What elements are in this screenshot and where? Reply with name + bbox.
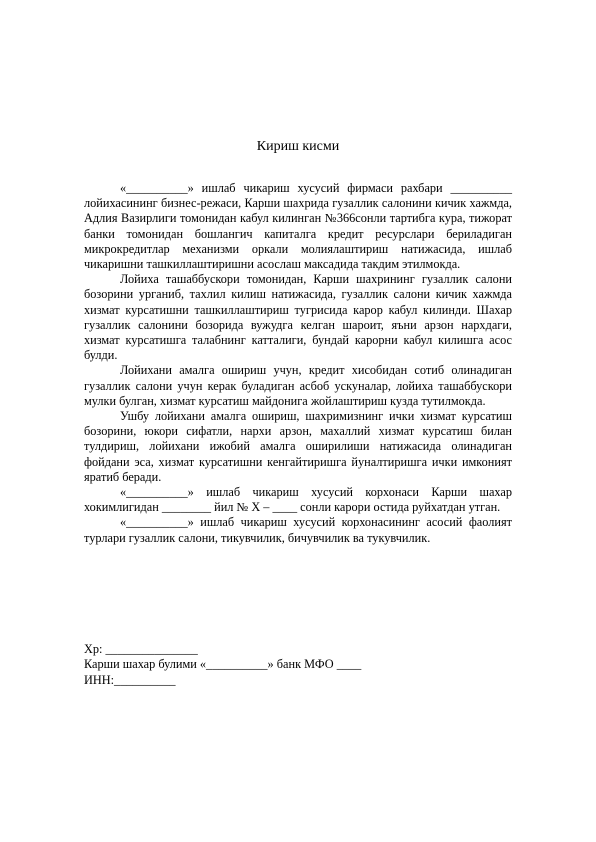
- paragraph-equipment: Лойихани амалга ошириш учун, кредит хисобидан сотиб олинадиган гузаллик салони учун керак буладиган асбоб ускуналар, лойиха ташаббускори мулки булган, хизмат курсатиш майдонига жойлаштириш кузда тутилмокда.: [84, 363, 512, 408]
- bank-branch: Карши шахар булими «__________» банк МФО ____: [84, 657, 362, 672]
- paragraph-registration: «__________» ишлаб чикариш хусусий корхонаси Карши шахар хокимлигидан ________ йил № Х – ____ сонли карори остида руйхатдан утган.: [84, 485, 512, 515]
- paragraph-market: Лойиха ташаббускори томонидан, Карши шахрининг гузаллик салони бозорини урганиб, тахлил килиш натижасида, гузаллик салони кичик хажмда хизмат курсатишни ташкиллаштириш тугрисида карор кабул килинди. Шахар гузаллик салонини бозорида вужудга келган шароит, яъни арзон нархдаги, хизмат курсатишга талабнинг катталиги, бундай карорни кабул килишга асос булди.: [84, 272, 512, 363]
- paragraph-intro: «__________» ишлаб чикариш хусусий фирмаси рахбари __________ лойихасининг бизнес-режаси, Карши шахрида гузаллик салонини кичик хажмда, Адлия Вазирлиги томонидан кабул килинган №366сонли тартибга кура, тижорат банки томонидан бошлангич капиталга кредит ресурслари бериладиган микрокредитлар механизми оркали молиялаштириш натижасида, ишлаб чикаришни ташкиллаштиришни асослаш максадида такдим этилмокда.: [84, 181, 512, 272]
- paragraph-activities: «__________» ишлаб чикариш хусусий корхонасининг асосий фаолият турлари гузаллик салони, тикувчилик, бичувчилик ва тукувчилик.: [84, 515, 512, 545]
- paragraph-benefits: Ушбу лойихани амалга ошириш, шахримизнинг ички хизмат курсатиш бозорини, юкори сифатли, нархи арзон, махаллий хизмат курсатиш билан тулдириш, лойихани ижобий амалга оширилиши натижасида олинадиган фойдани эса, хизмат курсатишни кенгайтиришга йуналтиришга ички имконият яратиб беради.: [84, 409, 512, 484]
- bank-details: [84, 642, 512, 688]
- inn-number: ИНН:__________: [84, 672, 176, 687]
- document-title: Кириш кисми: [256, 139, 340, 154]
- account-number: Хр: _______________: [84, 642, 198, 656]
- document-body: [84, 181, 512, 546]
